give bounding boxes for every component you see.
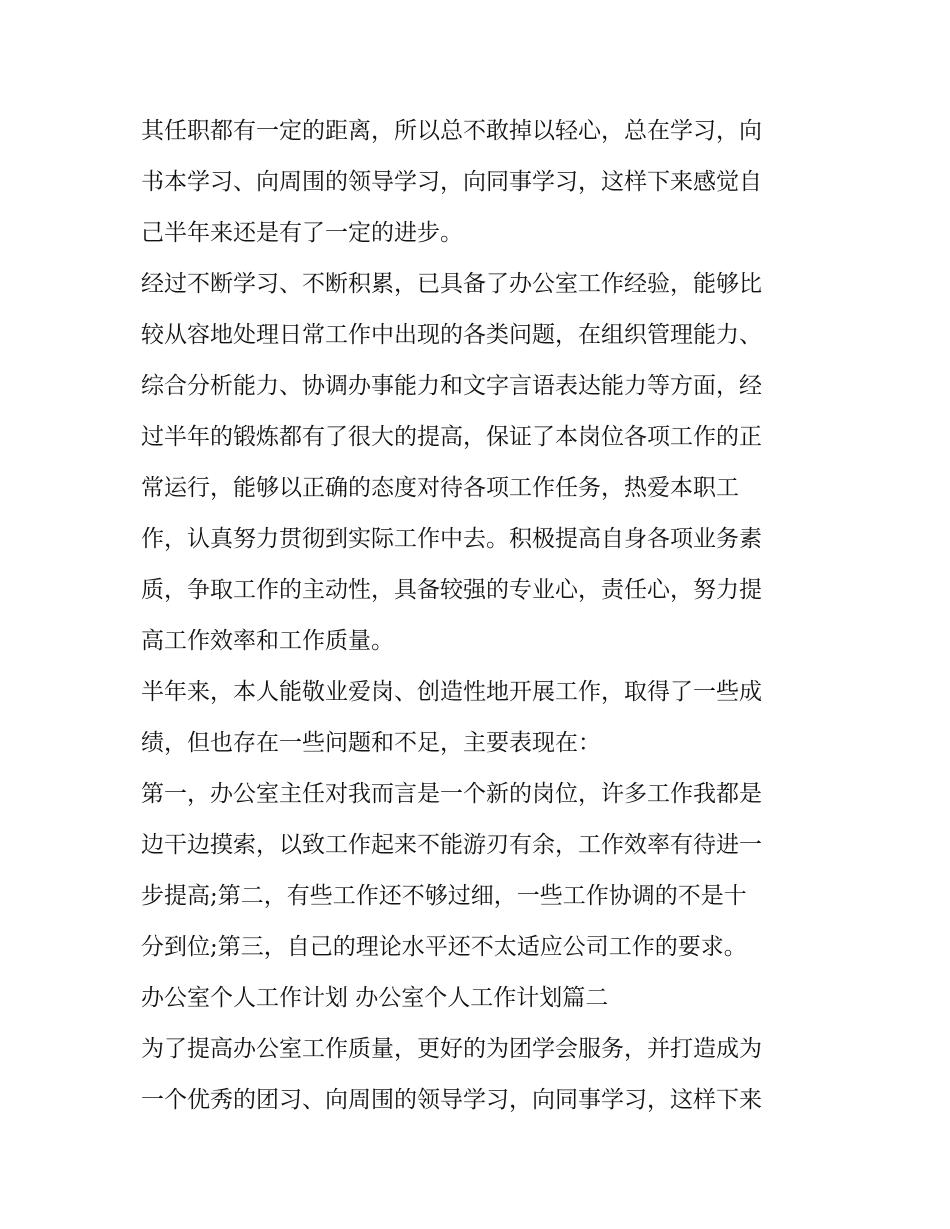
- text-line: 一个优秀的团习、向周围的领导学习，向同事学习，这样下来: [141, 1087, 762, 1113]
- text-line: 过半年的锻炼都有了很大的提高，保证了本岗位各项工作的正: [141, 424, 762, 450]
- text-line: 分到位;第三，自己的理论水平还不太适应公司工作的要求。: [141, 934, 747, 960]
- document-body: [141, 106, 813, 1126]
- text-line: 绩，但也存在一些问题和不足，主要表现在：: [141, 730, 601, 756]
- text-line: 其任职都有一定的距离，所以总不敢掉以轻心，总在学习，向: [141, 118, 762, 144]
- text-line: 作，认真努力贯彻到实际工作中去。积极提高自身各项业务素: [141, 526, 762, 552]
- text-line: 边干边摸索，以致工作起来不能游刃有余，工作效率有待进一: [141, 832, 762, 858]
- text-line: 步提高;第二，有些工作还不够过细，一些工作协调的不是十: [141, 883, 747, 909]
- text-line: 经过不断学习、不断积累，已具备了办公室工作经验，能够比: [141, 271, 762, 297]
- text-line: 高工作效率和工作质量。: [141, 628, 394, 654]
- text-line: 半年来，本人能敬业爱岗、创造性地开展工作，取得了一些成: [141, 679, 762, 705]
- text-line: 较从容地处理日常工作中出现的各类问题，在组织管理能力、: [141, 322, 762, 348]
- section-heading: 办公室个人工作计划 办公室个人工作计划篇二: [141, 985, 609, 1011]
- text-line: 综合分析能力、协调办事能力和文字言语表达能力等方面，经: [141, 373, 762, 399]
- text-line: 常运行，能够以正确的态度对待各项工作任务，热爱本职工: [141, 475, 739, 501]
- text-line: 第一，办公室主任对我而言是一个新的岗位，许多工作我都是: [141, 781, 762, 807]
- text-line: 质，争取工作的主动性，具备较强的专业心，责任心，努力提: [141, 577, 762, 603]
- text-line: 书本学习、向周围的领导学习，向同事学习，这样下来感觉自: [141, 169, 762, 195]
- text-line: 己半年来还是有了一定的进步。: [141, 220, 463, 246]
- text-line: 为了提高办公室工作质量，更好的为团学会服务，并打造成为: [141, 1036, 762, 1062]
